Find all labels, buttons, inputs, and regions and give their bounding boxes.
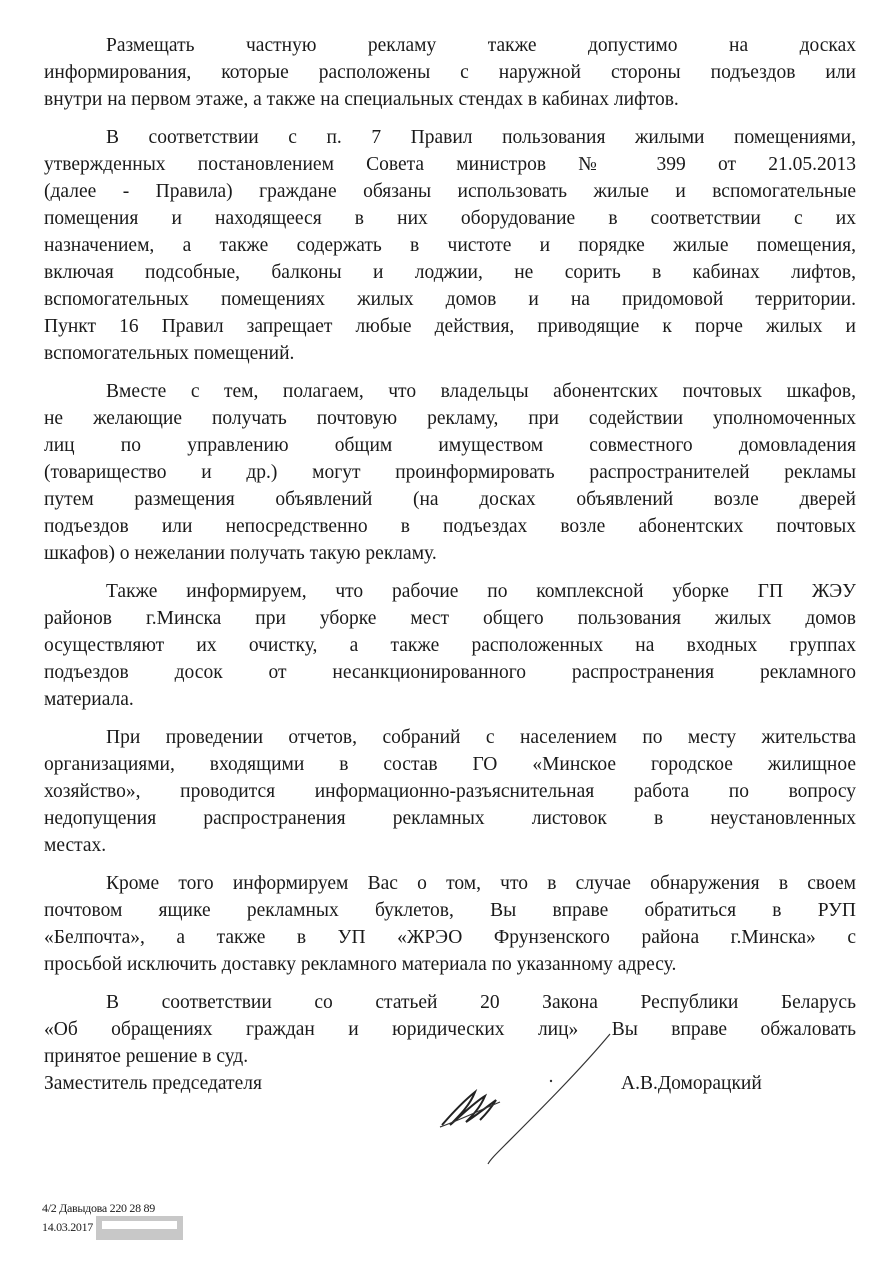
text-line: хозяйство», проводится информационно-разъяснительная работа по вопросу (44, 781, 856, 802)
letter-body (44, 32, 856, 1081)
footer (42, 1200, 183, 1240)
text-line: Пункт 16 Правил запрещает любые действия, приводящие к порче жилых и (44, 316, 856, 337)
text-line: «Белпочта», а также в УП «ЖРЭО Фрунзенского района г.Минска» с (44, 927, 856, 948)
text-line: (товарищество и др.) могут проинформировать распространителей рекламы (44, 462, 856, 483)
text-line: В соответствии со статьей 20 Закона Республики Беларусь (106, 992, 856, 1013)
paragraph (44, 870, 856, 978)
text-line: Размещать частную рекламу также допустимо на досках (106, 35, 856, 56)
text-line: Также информируем, что рабочие по комплексной уборке ГП ЖЭУ (106, 581, 856, 602)
text-line: (далее - Правила) граждане обязаны использовать жилые и вспомогательные (44, 181, 856, 202)
text-line: лиц по управлению общим имуществом совместного домовладения (44, 435, 856, 456)
paragraph (44, 578, 856, 713)
text-line: материала. (44, 689, 134, 710)
text-line: путем размещения объявлений (на досках объявлений возле дверей (44, 489, 856, 510)
text-line: подъездов досок от несанкционированного распространения рекламного (44, 662, 856, 683)
paragraph (44, 32, 856, 113)
text-line: назначением, а также содержать в чистоте и порядке жилые помещения, (44, 235, 856, 256)
text-line: «Об обращениях граждан и юридических лиц» Вы вправе обжаловать (44, 1019, 856, 1040)
text-line: просьбой исключить доставку рекламного материала по указанному адресу. (44, 954, 677, 975)
text-line: помещения и находящееся в них оборудование в соответствии с их (44, 208, 856, 229)
document-date: 14.03.2017 (42, 1219, 94, 1234)
text-line: включая подсобные, балконы и лоджии, не сорить в кабинах лифтов, (44, 262, 856, 283)
text-line: Кроме того информируем Вас о том, что в случае обнаружения в своем (106, 873, 856, 894)
text-line: утвержденных постановлением Совета министров № 399 от 21.05.2013 (44, 154, 856, 175)
paragraph (44, 124, 856, 367)
text-line: вспомогательных помещениях жилых домов и на придомовой территории. (44, 289, 856, 310)
handwritten-signature (430, 1030, 630, 1170)
text-line: шкафов) о нежелании получать такую рекламу. (44, 543, 437, 564)
text-line: недопущения распространения рекламных листовок в неустановленных (44, 808, 856, 829)
text-line: информирования, которые расположены с наружной стороны подъездов или (44, 62, 856, 83)
text-line: вспомогательных помещений. (44, 343, 295, 364)
text-line: Вместе с тем, полагаем, что владельцы абонентских почтовых шкафов, (106, 381, 856, 402)
text-line: почтовом ящике рекламных буклетов, Вы вправе обратиться в РУП (44, 900, 856, 921)
executor-info: 4/2 Давыдова 220 28 89 (42, 1201, 155, 1215)
text-line: принятое решение в суд. (44, 1046, 249, 1067)
text-line: осуществляют их очистку, а также расположенных на входных группах (44, 635, 856, 656)
text-line: не желающие получать почтовую рекламу, при содействии уполномоченных (44, 408, 856, 429)
text-line: районов г.Минска при уборке мест общего пользования жилых домов (44, 608, 856, 629)
date-line (42, 1216, 183, 1240)
text-line: местах. (44, 835, 107, 856)
paragraph (44, 378, 856, 567)
signatory-name: А.В.Доморацкий (621, 1073, 762, 1094)
text-line: При проведении отчетов, собраний с населением по месту жительства (106, 727, 856, 748)
paragraph (44, 724, 856, 859)
text-line: организациями, входящими в состав ГО «Минское городское жилищное (44, 754, 856, 775)
text-line: внутри на первом этаже, а также на специальных стендах в кабинах лифтов. (44, 89, 679, 110)
text-line: подъездов или непосредственно в подъездах возле абонентских почтовых (44, 516, 856, 537)
signatory-position: Заместитель председателя (44, 1073, 262, 1094)
redacted-box (96, 1216, 183, 1240)
text-line: В соответствии с п. 7 Правил пользования жилыми помещениями, (106, 127, 856, 148)
